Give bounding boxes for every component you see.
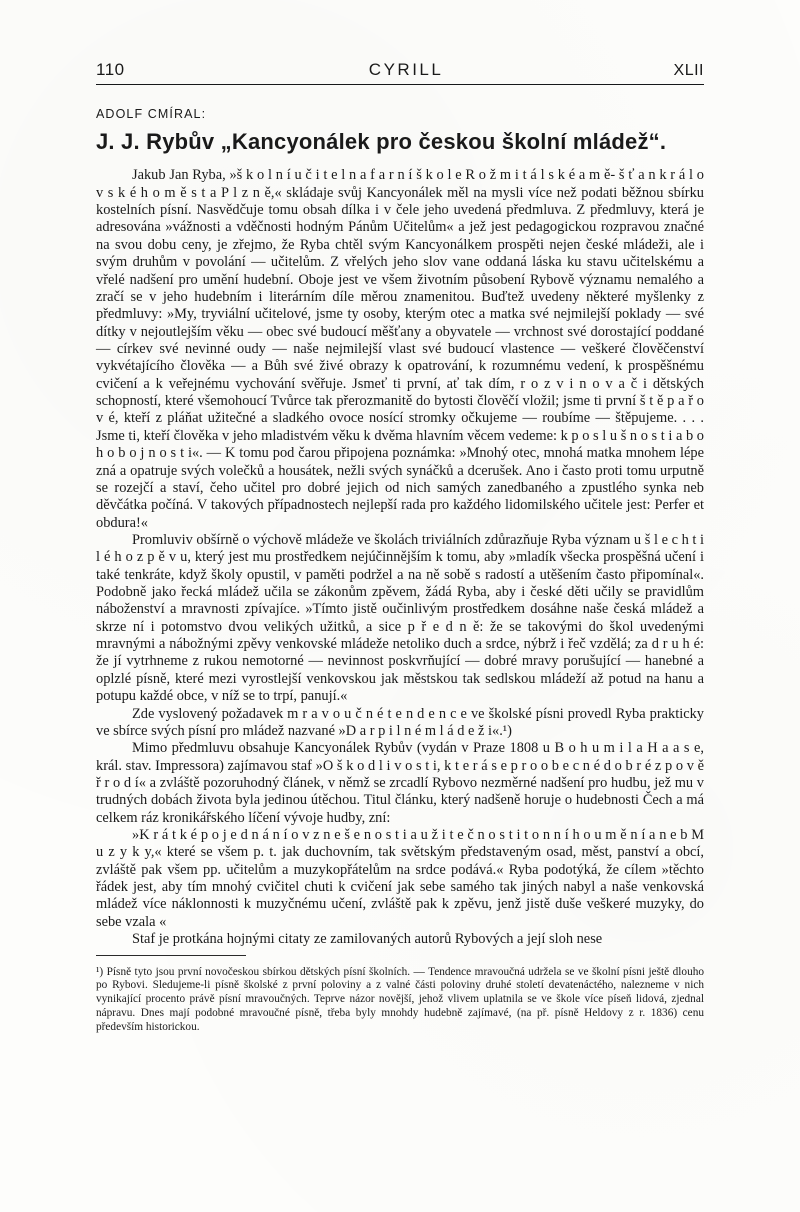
- journal-title: CYRILL: [368, 60, 444, 79]
- page-title: J. J. Rybův „Kancyonálek pro českou školní mládež“.: [96, 129, 667, 154]
- paragraph-2: Promluviv obšírně o výchově mládeže ve školách triviálních zdůrazňuje Ryba význam u š l e c h t i l é h o z p ě v u, který jest mu prostředkem nejúčinnějším k tomu, aby »mladík všecka prospěšná učení i také tenkráte, když školy opustil, v paměti podržel a na ně sobě s radostí a utěšením často připomínal«. Podobně jako řecká mládež učila se zákonům zpěvem, žádá Ryba, aby i české děti učily se pravidlům náboženství a mravnosti zpívajíce. »Tímto jistě oučinlivým prostředkem dosáhne naše česká mládež a skrze ní i potomstvo dvou velikých užitků, a sice p ř e d n ě: že se takovými do škol uvedenými mravnými a nábožnými zpěvy venkovské mládeže netoliko duch a srdce, nýbrž i řeč vzdělá; za d r u h é: že jí vytrhneme z rukou nemotorné — nevinnost poskvrňující — dobré mravy porušující — hanebné a oplzlé písně, které mezi vyrostlejší venkovskou jak městskou tak sedlskou mládeží až potud na hanu a potupu každé obce, v níž se to trpí, panují.«: [96, 531, 704, 705]
- header-divider: [96, 84, 704, 85]
- page-number-left: 110: [96, 60, 125, 79]
- footnote-text: Písně tyto jsou první novočeskou sbírkou dětských písní školních. — Tendence mravoučná udržela se ve školní písni ještě dlouho po Rybovi. Sledujeme-li písně školské z první poloviny a z valné části poloviny druhé století devatenáctého, nalezneme v nich vynikající procento právě písní mravoučných. Teprve názor novější, jehož vlivem uplatnila se ve škole více píseň lidová, zjednal nápravu. Dnes mají podobné mravoučné písně, třeba byly mnohdy hudebně zajímavé, (na př. písně Heldovy z r. 1836) cenu především historickou.: [96, 965, 705, 1033]
- footnote: [96, 966, 704, 1035]
- paragraph-4: Mimo předmluvu obsahuje Kancyonálek Rybův (vydán v Praze 1808 u B o h u m i l a H a a s e, král. stav. Impressora) zajímavou staf »O š k o d l i v o s t i, k t e r á s e p r o o b e c n é d o b r é z p o v ě ř r o d í« a zvláště pozoruhodný článek, v němž se zrcadlí Rybovo nezměrné nadšení pro hudbu, jež mu v trudných dobách života byla jedinou útěchou. Titul článku, který nadšeně horuje o hudebnosti Čech a má celkem ráz kronikářského líčení vývoje hudby, zní:: [96, 740, 704, 826]
- author-byline: ADOLF CMÍRAL:: [96, 107, 207, 121]
- paragraph-1: Jakub Jan Ryba, »š k o l n í u č i t e l n a f a r n í š k o l e R o ž m i t á l s k é a m ě- š ť a n k r á l o v s k é h o m ě s t a P l z n ě,« skládaje svůj Kancyonálek měl na mysli více než podati běžnou sbírku kostelních písní. Nasvědčuje tomu obsah dílka i v čele jeho uvedená předmluva. Z předmluvy, která je adresována »vážnosti a vděčnosti hodným Pánům Učitelům« a jež jest pedagogickou rozpravou značné na svou dobu ceny, je zřejmo, že Ryba chtěl svým Kancyonálkem prospěti nejen české mládeži, ale i svým druhům v povolání — učitelům. Z vřelých jeho slov vane oddaná láska ku stavu učitelskému a vřelé nadšení pro umění hudební. Oboje jest ve všem životním působení Rybově významu nemalého a zračí se v jeho hudebním i literárním díle měrou znamenitou. Buďtež uvedeny některé myšlenky z předmluvy: »My, tryviální učitelové, jsme ty osoby, kterým otec a matka své nejmilejší poklady — své dítky v nejoutlejším věku — obec své budoucí měšťany a obyvatele — vrchnost své dorostající poddané — církev své nevinné oudy — naše nejmilejší vlast své budoucí vlastence — veškeré člověčenství vykvétajícího člověka — a Bůh své živé obrazy k opatrování, k rozumnému vedení, k prospěšnému cvičení a k veřejnému vychování svěřuje. Jsmeť ti první, ať tak dím, r o z v i n o v a č i dětských schopností, které všemohoucí Tvůrce tak přerozmanitě do bytosti člověčí vložil; jsme ti první š t ě p a ř o v é, kteří z pláňat užitečné a sladkého ovoce nosící stromky očkujeme — roubíme — štěpujeme. . . . Jsme ti, kteří člověka v jeho mladistvém věku k dvěma hlavním věcem vedeme: k p o s l u š n o s t i a b o h o b o j n o s t i«. — K tomu pod čarou připojena poznámka: »Mnohý otec, mnohá matka mnohem lépe zná a opatruje svých volečků a housátek, nežli svých synáčků a dcerušek. Ano i často proti tomu urputně se rozejčí a staví, čeho učitel pro dobré jejich od nich samých zanedbaného a zpustlého synka neb děvčátka počíná. V takových případnostech nejlepší rada pro každého lidomilského učitele jest: Perfer et obdura!«: [96, 167, 704, 531]
- page-content: [96, 60, 704, 1034]
- page-header: [96, 60, 704, 80]
- footnote-divider: [96, 955, 246, 956]
- paragraph-6: Staf je protkána hojnými citaty ze zamilovaných autorů Rybových a její sloh nese: [132, 931, 603, 948]
- issue-number: XLII: [673, 62, 704, 79]
- paragraph-3: Zde vyslovený požadavek m r a v o u č n é t e n d e n c e ve školské písni provedl Ryba prakticky ve sbírce svých písní pro mládež nazvané »D a r p i l n é m l á d e ž i«.¹): [96, 705, 704, 739]
- paragraph-5: »K r á t k é p o j e d n á n í o v z n e š e n o s t i a u ž i t e č n o s t i t o n n í h o u m ě n í a n e b M u z y k y,« které se všem p. t. jak duchovním, tak světským představeným osad, měst, panství a obcí, zvláště pak všem pp. učitelům a muzykopřátelům na srdce podává.« Ryba podotýká, že cílem »těchto řádek jest, aby tím mnohý cvičitel chuti k cvičení jak sebe samého tak jiných nabyl a naše venkovská mládež více náklonnosti k muzyčnému učení, zvláště pak k zpěvu, jenž jistě duše veškeré muzyky, do sebe vzala «: [96, 827, 704, 930]
- footnote-marker: ¹): [96, 965, 104, 978]
